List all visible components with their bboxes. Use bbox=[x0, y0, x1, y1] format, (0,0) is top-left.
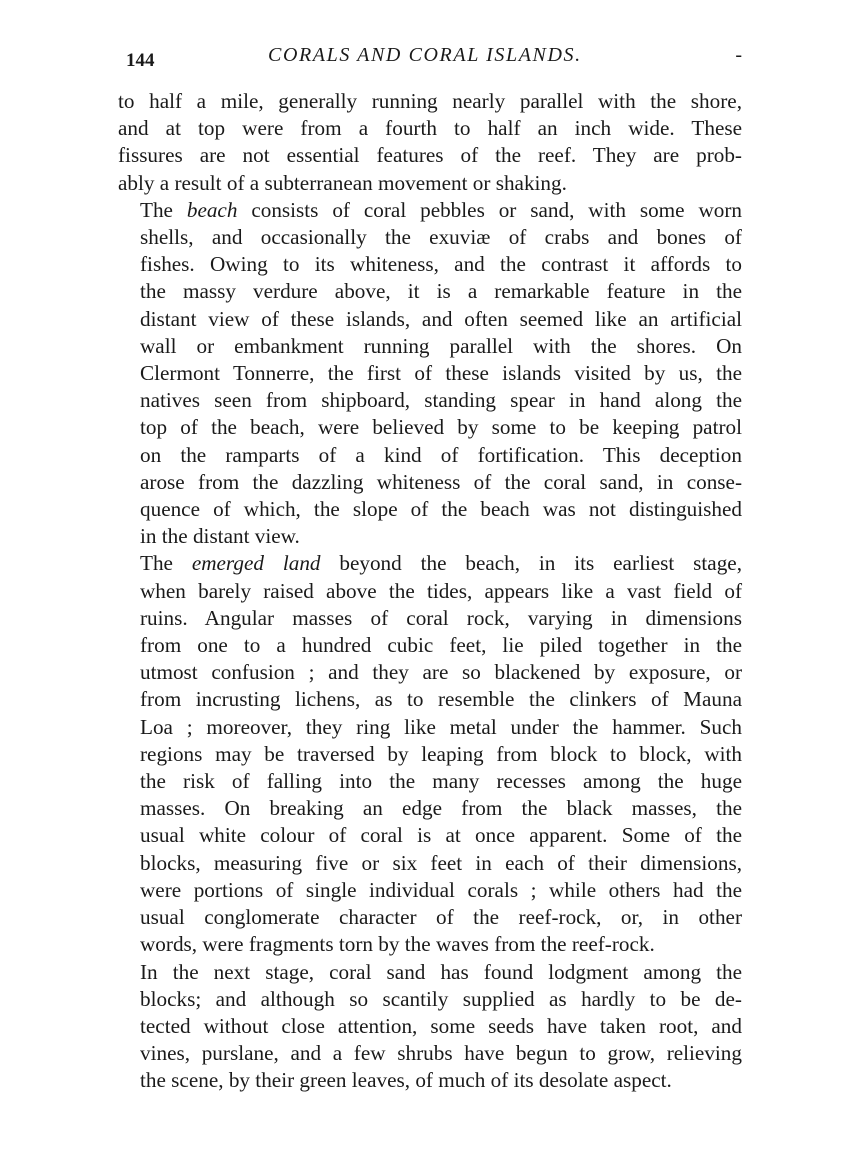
paragraph-next-stage bbox=[118, 959, 742, 1095]
text-line: utmost confusion ; and they are so blackened by exposure, or bbox=[140, 660, 742, 685]
running-title: CORALS AND CORAL ISLANDS. bbox=[268, 44, 582, 66]
text-line: words, were fragments torn by the waves from the reef-rock. bbox=[140, 932, 655, 957]
text-line: arose from the dazzling whiteness of the coral sand, in conse- bbox=[140, 469, 742, 494]
running-mark: - bbox=[735, 44, 742, 66]
text-line: top of the beach, were believed by some to be keeping patrol bbox=[140, 415, 742, 440]
text-line: regions may be traversed by leaping from block to block, with bbox=[140, 741, 742, 766]
text-line: from one to a hundred cubic feet, lie piled together in the bbox=[140, 633, 742, 658]
text-line: Loa ; moreover, they ring like metal under the hammer. Such bbox=[140, 714, 742, 739]
text-line: the massy verdure above, it is a remarkable feature in the bbox=[140, 279, 742, 304]
text-line: masses. On breaking an edge from the black masses, the bbox=[140, 796, 742, 821]
text-line: to half a mile, generally running nearly parallel with the shore, bbox=[118, 89, 742, 113]
text-line: usual white colour of coral is at once apparent. Some of the bbox=[140, 823, 742, 848]
text-line: tected without close attention, some seeds have taken root, and bbox=[140, 1013, 742, 1038]
text-line: and at top were from a fourth to half an inch wide. These bbox=[118, 116, 742, 141]
text-fragment: The bbox=[140, 551, 192, 576]
text-line: ruins. Angular masses of coral rock, varying in dimensions bbox=[140, 605, 742, 630]
text-fragment: consists of coral pebbles or sand, with some worn bbox=[237, 197, 742, 222]
text-line: wall or embankment running parallel with the shores. On bbox=[140, 333, 742, 358]
page-number: 144 bbox=[126, 50, 155, 71]
text-line: on the ramparts of a kind of fortification. This deception bbox=[140, 442, 742, 467]
text-line: from incrusting lichens, as to resemble the clinkers of Mauna bbox=[140, 687, 742, 712]
text-line: shells, and occasionally the exuviæ of crabs and bones of bbox=[140, 225, 742, 250]
text-line: In the next stage, coral sand has found lodgment among the bbox=[140, 959, 742, 984]
paragraph-fissures bbox=[118, 88, 742, 197]
emphasized-term: beach bbox=[186, 197, 238, 222]
text-fragment: The bbox=[140, 197, 187, 222]
text-fragment: beyond the beach, in its earliest stage, bbox=[320, 551, 742, 576]
text-line: when barely raised above the tides, appears like a vast field of bbox=[140, 578, 742, 603]
text-line: usual conglomerate character of the reef-rock, or, in other bbox=[140, 905, 742, 930]
paragraph-emerged-land bbox=[118, 550, 742, 958]
text-line: fissures are not essential features of the reef. They are prob- bbox=[118, 143, 742, 168]
text-line: the scene, by their green leaves, of much of its desolate aspect. bbox=[140, 1068, 672, 1093]
text-body bbox=[118, 88, 742, 1095]
text-line: quence of which, the slope of the beach was not distinguished bbox=[140, 497, 742, 522]
text-line: were portions of single individual corals ; while others had the bbox=[140, 877, 742, 902]
running-head bbox=[118, 44, 742, 74]
text-line: ably a result of a subterranean movement or shaking. bbox=[118, 170, 567, 195]
text-line: Clermont Tonnerre, the first of these islands visited by us, the bbox=[140, 361, 742, 386]
text-line: distant view of these islands, and often seemed like an artificial bbox=[140, 306, 742, 331]
emphasized-term: emerged land bbox=[191, 551, 321, 576]
text-line-with-emphasis bbox=[118, 550, 742, 577]
paragraph-beach bbox=[118, 197, 742, 551]
text-line: in the distant view. bbox=[140, 524, 300, 549]
text-line: the risk of falling into the many recesses among the huge bbox=[140, 769, 742, 794]
text-line: blocks; and although so scantily supplied as hardly to be de- bbox=[140, 986, 742, 1011]
text-line: vines, purslane, and a few shrubs have begun to grow, relieving bbox=[140, 1041, 742, 1066]
text-line: natives seen from shipboard, standing spear in hand along the bbox=[140, 388, 742, 413]
text-line: fishes. Owing to its whiteness, and the contrast it affords to bbox=[140, 252, 742, 277]
text-line: blocks, measuring five or six feet in each of their dimensions, bbox=[140, 850, 742, 875]
text-line-with-emphasis bbox=[118, 197, 742, 224]
